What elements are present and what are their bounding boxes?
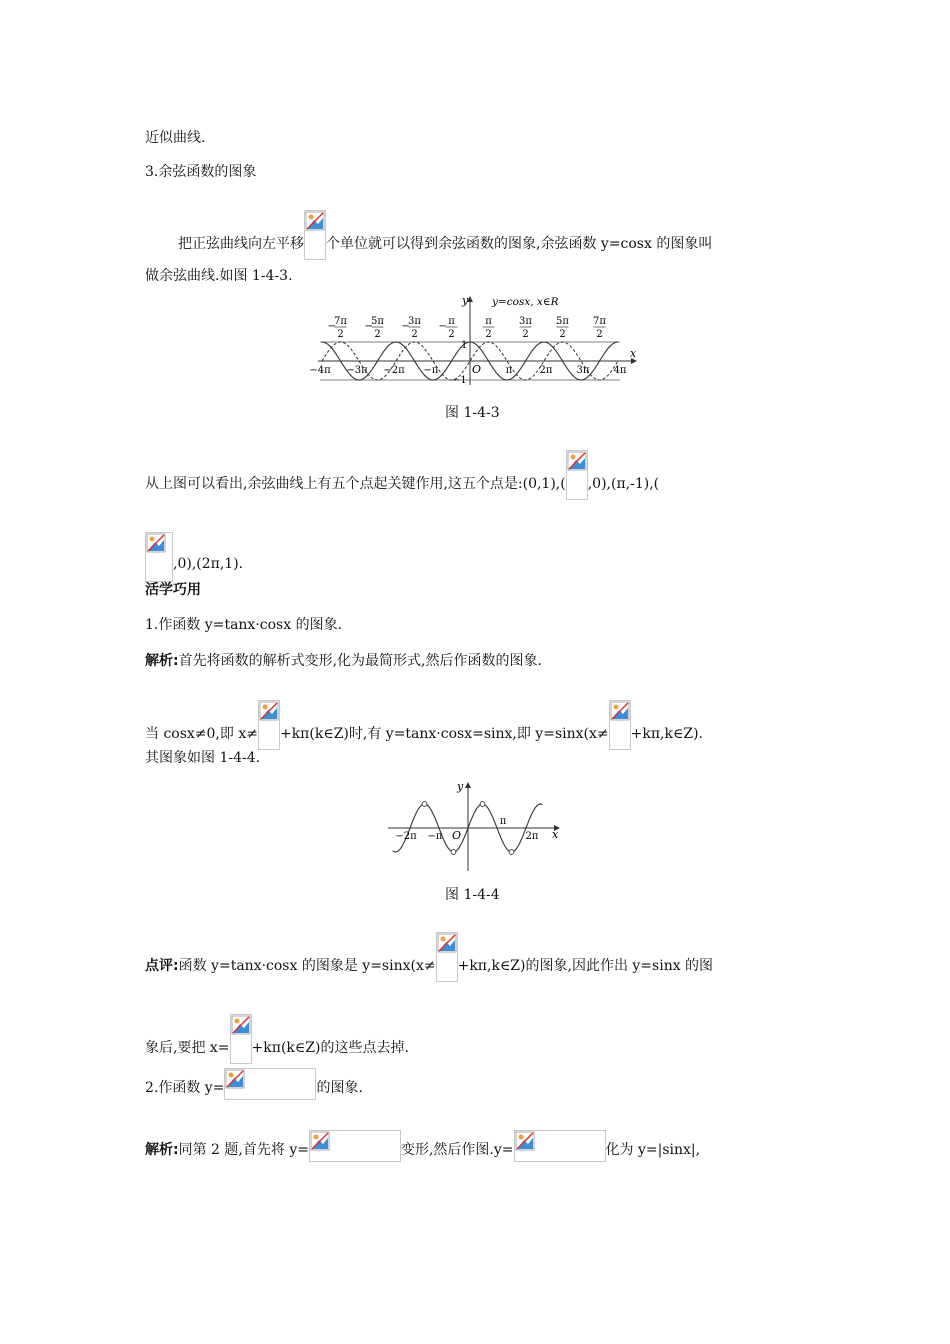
top-tick-numerator: 3π [408,316,421,327]
formula-image-icon [304,210,326,260]
top-tick-denominator: 2 [411,329,418,340]
text-span: +kπ,k∈Z)的图象,因此作出 y=sinx 的图 [457,958,714,974]
figure-caption: 图 1-4-4 [445,887,500,903]
formula-image-icon [258,700,280,750]
minus-one-label: −1 [452,375,467,386]
top-tick-sign: − [327,321,336,332]
top-tick-sign: − [364,321,373,332]
x-label: x [552,828,559,841]
axis-tick-label: π [505,365,513,376]
origin-label: O [452,829,462,842]
top-tick-denominator: 2 [559,329,566,340]
top-tick-numerator: 7π [334,316,347,327]
axis-tick-labels [309,365,627,376]
text-line: 1.作函数 y=tanx·cosx 的图象. [145,617,343,633]
text-span: +kπ,k∈Z). [630,726,703,742]
text-span: 象后,要把 x= [145,1040,230,1056]
text-span: 同第 2 题,首先将 y= [178,1142,309,1158]
excluded-point [480,802,485,807]
text-span: 首先将函数的解析式变形,化为最简形式,然后作函数的图象. [178,653,542,669]
origin-label: O [472,363,482,376]
text-span: 2.作函数 y= [145,1080,225,1096]
figure-caption: 图 1-4-3 [445,405,500,421]
text-line [145,700,703,750]
top-tick-denominator: 2 [485,329,492,340]
top-tick-numerator: 5π [371,316,384,327]
text-line: 其图象如图 1-4-4. [145,750,261,766]
text-line: 近似曲线. [145,130,206,146]
top-tick-numerator: π [448,316,455,327]
axis-tick-label: 4π [613,365,627,376]
x-label: x [630,347,637,360]
top-tick-denominator: 2 [596,329,603,340]
equation-label: y=cosx, x∈R [492,296,559,308]
text-line [145,450,659,500]
top-tick-denominator: 2 [448,329,455,340]
top-tick-label [556,316,569,340]
text-span: +kπ(k∈Z)的这些点去掉. [251,1040,409,1056]
cosine-curve-figure [309,293,640,388]
excluded-point [422,802,427,807]
text-span: ,0),(π,-1),( [587,476,660,492]
sine-graph-figure [384,778,564,873]
text-line: 做余弦曲线.如图 1-4-3. [145,268,293,284]
axis-tick-label: 2π [539,365,553,376]
y-label: y [462,294,469,307]
text-span: 的图象. [316,1080,363,1096]
top-tick-numerator: 5π [556,316,569,327]
formula-image-icon [514,1130,606,1162]
axis-tick-label: −4π [309,365,331,376]
text-span: 函数 y=tanx·cosx 的图象是 y=sinx(x≠ [178,958,436,974]
excluded-point [509,850,514,855]
axis-tick-label: π [499,816,507,827]
top-tick-label [365,316,385,340]
y-label: y [457,780,464,793]
top-tick-label [402,316,422,340]
formula-image-icon [145,532,173,582]
axis-tick-label: −π [427,831,443,842]
text-line [178,210,712,260]
top-tick-sign: − [438,321,447,332]
axis-tick-label: −π [423,365,439,376]
comment-label: 点评: [145,958,179,974]
text-span: 变形,然后作图.y= [400,1142,514,1158]
top-tick-numerator: 7π [593,316,606,327]
formula-image-icon [566,450,588,500]
text-line [145,1014,409,1064]
text-line [145,651,542,671]
text-line [145,932,713,982]
formula-image-icon [309,1130,401,1162]
formula-image-icon [436,932,458,982]
top-tick-denominator: 2 [374,329,381,340]
text-span: ,0),(2π,1). [173,556,244,572]
text-line [145,532,243,582]
formula-image-icon [224,1068,316,1100]
text-span: 个单位就可以得到余弦函数的图象,余弦函数 y=cosx 的图象叫 [326,236,713,252]
analysis-label: 解析: [145,653,179,669]
axis-tick-label: 2π [525,831,539,842]
excluded-point [451,850,456,855]
text-span: 当 cosx≠0,即 x≠ [145,726,258,742]
top-tick-label [439,316,458,340]
text-span: 化为 y=|sinx|, [605,1142,701,1158]
text-span: +kπ(k∈Z)时,有 y=tanx·cosx=sinx,即 y=sinx(x≠ [279,726,609,742]
axis-tick-label: −2π [395,831,417,842]
top-tick-label [593,316,606,340]
top-tick-label [519,316,532,340]
top-tick-denominator: 2 [522,329,529,340]
top-tick-denominator: 2 [337,329,344,340]
text-span: 把正弦曲线向左平移 [178,236,304,252]
top-tick-sign: − [401,321,410,332]
top-tick-labels [328,316,607,340]
text-line [145,1130,700,1162]
top-tick-numerator: 3π [519,316,532,327]
top-tick-label [483,316,495,340]
text-line [145,1068,363,1100]
analysis-label: 解析: [145,1142,179,1158]
section-heading: 活学巧用 [145,582,201,598]
section-heading: 3.余弦函数的图象 [145,164,257,180]
top-tick-numerator: π [485,316,492,327]
text-span: 从上图可以看出,余弦曲线上有五个点起关键作用,这五个点是:(0,1),( [145,476,566,492]
formula-image-icon [230,1014,252,1064]
formula-image-icon [609,700,631,750]
axis-tick-label: −2π [383,365,405,376]
axis-tick-label: 3π [576,365,590,376]
one-label: 1 [461,340,468,351]
top-tick-label [328,316,348,340]
axis-tick-label: −3π [346,365,368,376]
